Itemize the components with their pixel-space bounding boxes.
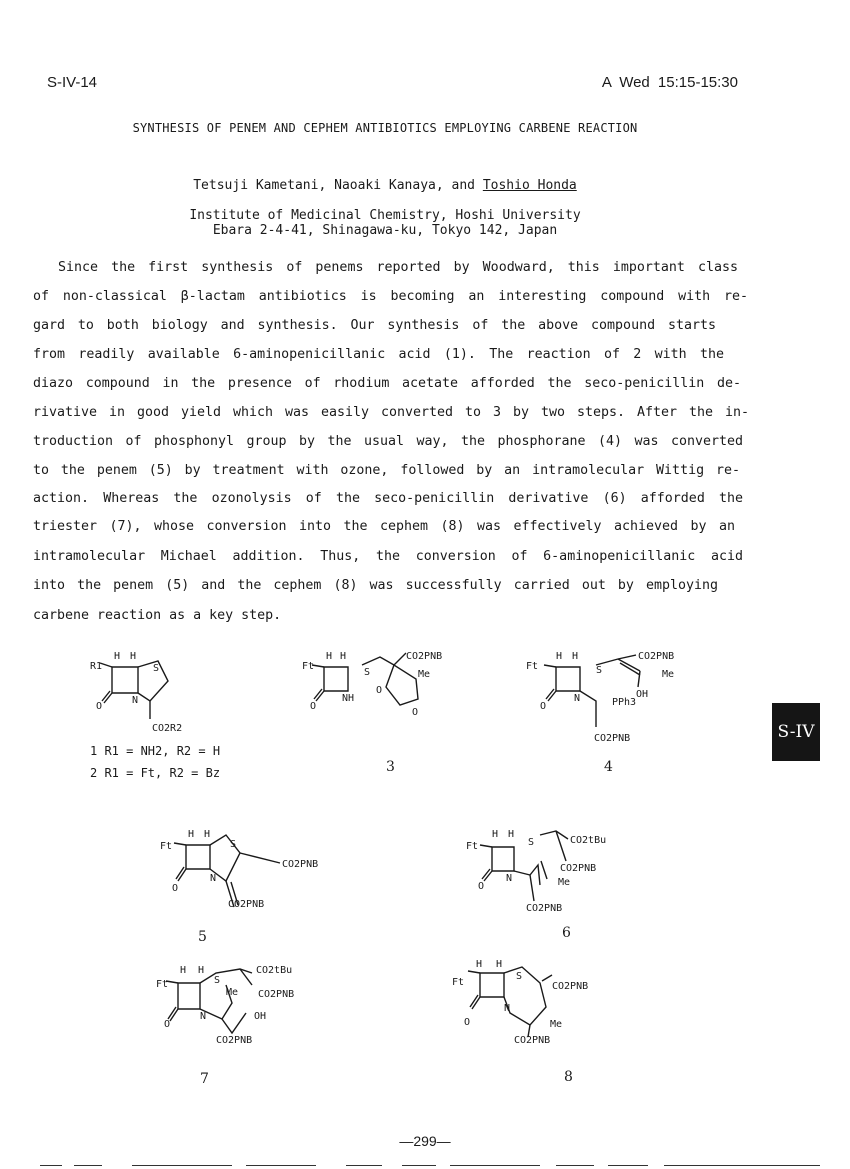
atom-label: O [464,1017,471,1028]
footer-rule [608,1165,648,1166]
atom-label: O [412,707,419,718]
atom-label: Ft [302,661,315,672]
atom-label: N [504,1003,511,1014]
footer-rule [402,1165,436,1166]
compound-number-5: 5 [198,929,207,945]
atom-label: CO2R2 [152,723,183,734]
abstract-line: of non-classical β-lactam antibiotics is becoming an interesting compound with re- [33,289,748,304]
atom-label: O [540,701,547,712]
atom-label: Me [418,669,431,680]
atom-label: OH [636,689,649,700]
atom-label: O [96,701,103,712]
compound-number-7: 7 [200,1071,209,1087]
atom-label: N [132,695,139,706]
abstract-line: carbene reaction as a key step. [33,608,282,623]
atom-label: H [180,965,187,976]
atom-label: Ft [160,841,173,852]
atom-label: CO2PNB [560,863,597,874]
atom-label: Ft [452,977,465,988]
section-tab: S-IV [772,703,820,761]
compound-number-4: 4 [604,759,613,775]
atom-label: OH [254,1011,267,1022]
reaction-scheme [0,635,850,1095]
atom-label: CO2PNB [514,1035,551,1046]
atom-label: H [198,965,205,976]
abstract-line: gard to both biology and synthesis. Our synthesis of the above compound starts [33,318,716,333]
abstract-line: from readily available 6-aminopenicillanic acid (1). The reaction of 2 with the [33,347,724,362]
atom-label: N [210,873,217,884]
atom-label: H [476,959,483,970]
atom-label: H [130,651,137,662]
abstract-line: Since the first synthesis of penems reported by Woodward, this important class [58,260,738,275]
atom-label: Ft [466,841,479,852]
atom-label: O [164,1019,171,1030]
atom-label: H [114,651,121,662]
atom-label: S [528,837,535,848]
footer-rule [132,1165,232,1166]
atom-label: O [376,685,383,696]
atom-label: O [478,881,485,892]
atom-label: CO2PNB [282,859,319,870]
abstract-line: to the penem (5) by treatment with ozone, followed by an intramolecular Wittig re- [33,463,740,478]
footer-rule [556,1165,594,1166]
atom-label: CO2PNB [406,651,443,662]
atom-label: S [230,839,237,850]
abstract-line: action. Whereas the ozonolysis of the seco-penicillin derivative (6) afforded the [33,491,743,506]
atom-label: O [310,701,317,712]
atom-label: CO2PNB [258,989,295,1000]
atom-label: Me [550,1019,563,1030]
atom-label: R1 [90,661,103,672]
atom-label: CO2tBu [256,965,293,976]
atom-label: NH [342,693,355,704]
compound-1-legend: 1 R1 = NH2, R2 = H [90,744,221,758]
atom-label: S [364,667,371,678]
author-list [0,178,770,193]
abstract-line: into the penem (5) and the cephem (8) was successfully carried out by employing [33,578,718,593]
abstract-line: intramolecular Michael addition. Thus, the conversion of 6-aminopenicillanic acid [33,549,743,564]
compound-2-legend: 2 R1 = Ft, R2 = Bz [90,766,221,780]
authors-prefix: Tetsuji Kametani, Naoaki Kanaya, and [193,178,483,193]
atom-label: Me [226,987,239,998]
atom-label: CO2PNB [216,1035,253,1046]
atom-label: H [572,651,579,662]
paper-title: SYNTHESIS OF PENEM AND CEPHEM ANTIBIOTICS EMPLOYING CARBENE REACTION [132,121,638,135]
compound-number-3: 3 [386,759,395,775]
atom-label: CO2PNB [552,981,589,992]
atom-label: S [516,971,523,982]
abstract-line: troduction of phosphonyl group by the usual way, the phosphorane (4) was converted [33,434,743,449]
atom-label: Ft [526,661,539,672]
atom-label: H [496,959,503,970]
atom-label: CO2PNB [228,899,265,910]
atom-label: H [492,829,499,840]
compound-number-6: 6 [562,925,571,941]
atom-label: CO2PNB [638,651,675,662]
atom-label: Ft [156,979,169,990]
atom-label: H [188,829,195,840]
atom-label: CO2PNB [594,733,631,744]
atom-label: S [596,665,603,676]
compound-number-8: 8 [564,1069,573,1085]
footer-rule [246,1165,316,1166]
abstract-line: triester (7), whose conversion into the cephem (8) was effectively achieved by an [33,519,735,534]
atom-label: H [340,651,347,662]
atom-label: CO2PNB [526,903,563,914]
atom-label: H [326,651,333,662]
footer-rule [664,1165,820,1166]
presenting-author: Toshio Honda [482,178,577,193]
atom-label: S [214,975,221,986]
abstract-line: diazo compound in the presence of rhodium acetate afforded the seco-penicillin de- [33,376,741,391]
footer-rule [346,1165,382,1166]
atom-label: PPh3 [612,697,637,708]
atom-label: O [172,883,179,894]
session-time: A Wed 15:15-15:30 [601,74,738,91]
affiliation-line-1: Institute of Medicinal Chemistry, Hoshi University [189,208,581,223]
session-code: S-IV-14 [47,74,98,91]
atom-label: CO2tBu [570,835,607,846]
atom-label: Me [558,877,571,888]
affiliation-line-2: Ebara 2-4-41, Shinagawa-ku, Tokyo 142, Japan [212,223,558,238]
atom-label: Me [662,669,675,680]
abstract-line: rivative in good yield which was easily converted to 3 by two steps. After the in- [33,405,749,420]
atom-label: H [508,829,515,840]
atom-label: N [506,873,513,884]
atom-label: N [574,693,581,704]
footer-rule [40,1165,62,1166]
footer-rule [450,1165,540,1166]
footer-rule [74,1165,102,1166]
atom-label: H [204,829,211,840]
page-number: —299— [399,1133,451,1149]
atom-label: N [200,1011,207,1022]
atom-label: S [153,663,160,674]
atom-label: H [556,651,563,662]
